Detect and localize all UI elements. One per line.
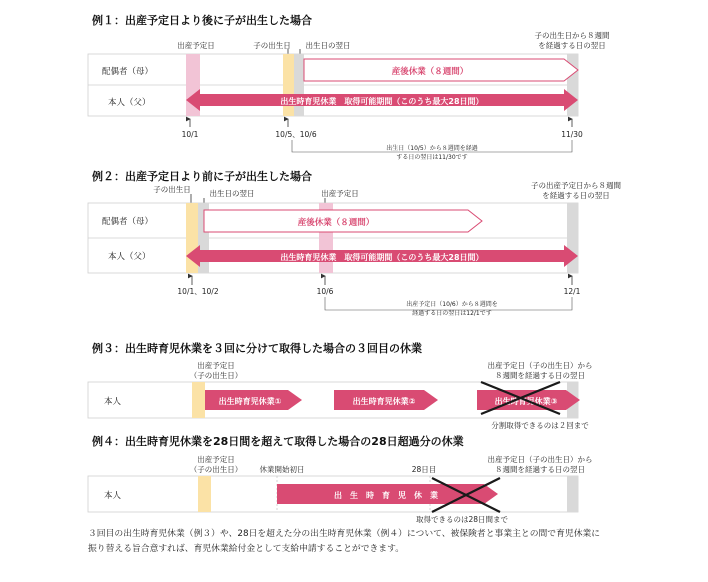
example4-label-end-line2: ８週間を経過する日の翌日 <box>495 465 585 474</box>
example3-note: 分割取得できるのは２回まで <box>491 421 589 430</box>
example4-title: 例４：出生時育児休業を28日間を超えて取得した場合の28日超過分の休業 <box>92 435 464 448</box>
example1-note-line1: 出生日（10/5）から８週間を経過 <box>386 145 478 152</box>
example1-label-due: 出産予定日 <box>177 41 215 50</box>
example1-label-birth: 子の出生日 <box>253 41 291 50</box>
example3-leave3-label: 出生時育児休業③ <box>494 397 558 406</box>
example2-date-1: 10/1、10/2 <box>177 287 219 296</box>
example2-label-end-line2: を経過する日の翌日 <box>542 191 610 200</box>
example2-date-2: 10/6 <box>316 287 334 296</box>
example1-note-line2: する日の翌日は11/30です <box>396 154 468 161</box>
example2-date-3: 12/1 <box>563 287 581 296</box>
example3-row-self: 本人 <box>104 397 122 407</box>
example4-end-marker <box>567 476 578 512</box>
example2-note-line1: 出産予定日（10/6）から８週間を <box>406 301 498 308</box>
example4-label-due-line1: 出産予定日 <box>197 455 235 464</box>
example2-note-line2: 経過する日の翌日は12/1です <box>412 310 492 317</box>
example2-postpartum-label: 産後休業（８週間） <box>297 218 375 228</box>
example3-leave2-label: 出生時育児休業② <box>352 397 416 406</box>
example2-label-end-line1: 子の出産予定日から８週間 <box>531 181 621 190</box>
example1-birth-marker <box>283 54 294 116</box>
example4-label-end-line1: 出産予定日（子の出生日）から <box>487 455 593 464</box>
example4-label-start: 休業開始初日 <box>259 465 305 474</box>
example2-row-spouse: 配偶者（母） <box>102 217 154 227</box>
example2-label-next: 出生日の翌日 <box>209 189 255 198</box>
example1-row-spouse: 配偶者（母） <box>102 67 154 77</box>
example3-label-end-line1: 出産予定日（子の出生日）から <box>487 361 593 370</box>
example1-postpartum-label: 産後休業（８週間） <box>391 67 469 77</box>
example1-date-2: 10/5、10/6 <box>275 130 317 139</box>
example4-label-due-line2: （子の出生日） <box>189 465 243 474</box>
example1-label-end-line2: を経過する日の翌日 <box>538 41 606 50</box>
example2-row-self: 本人（父） <box>108 252 151 262</box>
example4-label-28th: 28日目 <box>411 465 437 474</box>
example1-date-3: 11/30 <box>561 130 583 139</box>
example1-title: 例１：出産予定日より後に子が出生した場合 <box>92 14 312 27</box>
example2-title: 例２：出産予定日より前に子が出生した場合 <box>92 170 312 183</box>
example3-label-due-line2: （子の出生日） <box>189 371 243 380</box>
example3-title: 例３：出生時育児休業を３回に分けて取得した場合の３回目の休業 <box>92 342 422 355</box>
example1-next-marker <box>294 54 304 116</box>
example3-label-end-line2: ８週間を経過する日の翌日 <box>495 371 585 380</box>
example2-label-due: 出産予定日 <box>321 189 359 198</box>
footer-note: ３回目の出生時育児休業（例３）や、28日を超えた分の出生時育児休業（例４）について、被保険者と事業主との間で育児休業に振り替える旨合意すれば、育児休業給付金として支給申請することができます。 <box>88 529 601 554</box>
example4-row-self: 本人 <box>104 491 122 501</box>
example3-label-due-line1: 出産予定日 <box>197 361 235 370</box>
example1-date-1: 10/1 <box>181 130 199 139</box>
example1-label-next: 出生日の翌日 <box>305 41 351 50</box>
example1-period-label: 出生時育児休業 取得可能期間（このうち最大28日間） <box>280 97 484 106</box>
example4-note: 取得できるのは28日間まで <box>415 515 509 524</box>
example4-due-marker <box>198 476 211 512</box>
example3-leave1-label: 出生時育児休業① <box>218 397 282 406</box>
example1-row-self: 本人（父） <box>108 98 151 108</box>
example4-leave-label: 出 生 時 育 児 休 業 <box>334 491 438 500</box>
example2-period-label: 出生時育児休業 取得可能期間（このうち最大28日間） <box>280 253 484 262</box>
example1-label-end-line1: 子の出生日から８週間 <box>534 31 610 40</box>
example3-due-marker <box>192 382 205 418</box>
example2-label-birth: 子の出生日 <box>153 185 191 194</box>
